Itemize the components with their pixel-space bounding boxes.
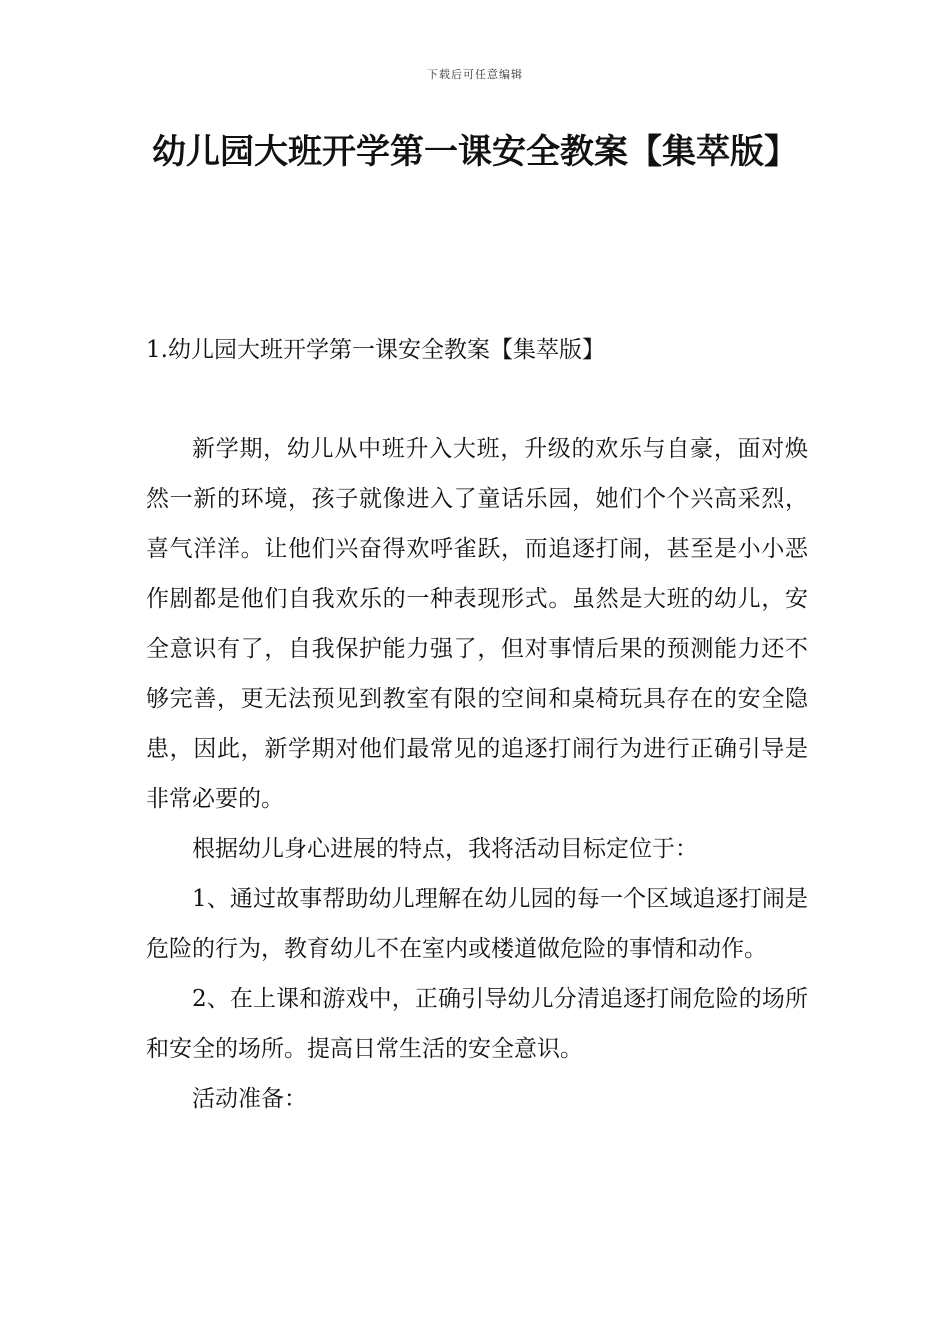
paragraph-goal-2: 2、在上课和游戏中，正确引导幼儿分清追逐打闹危险的场所和安全的场所。提高日常生活的安全意识。 <box>146 986 808 1062</box>
document-title: 幼儿园大班开学第一课安全教案【集萃版】 <box>152 132 798 172</box>
paragraph-goals-intro: 根据幼儿身心进展的特点，我将活动目标定位于： <box>192 836 698 862</box>
paragraph-intro: 新学期，幼儿从中班升入大班，升级的欢乐与自豪，面对焕然一新的环境，孩子就像进入了童话乐园，她们个个兴高采烈，喜气洋洋。让他们兴奋得欢呼雀跃，而追逐打闹，甚至是小小恶作剧都是他们自我欢乐的一种表现形式。虽然是大班的幼儿，安全意识有了，自我保护能力强了，但对事情后果的预测能力还不够完善，更无法预见到教室有限的空间和桌椅玩具存在的安全隐患，因此，新学期对他们最常见的追逐打闹行为进行正确引导是非常必要的。 <box>146 436 808 812</box>
header-note: 下载后可任意编辑 <box>427 68 523 81</box>
paragraph-preparation: 活动准备： <box>192 1086 307 1112</box>
paragraph-goal-1: 1、通过故事帮助幼儿理解在幼儿园的每一个区域追逐打闹是危险的行为，教育幼儿不在室内或楼道做危险的事情和动作。 <box>146 886 808 962</box>
section-heading: 1.幼儿园大班开学第一课安全教案【集萃版】 <box>146 337 605 363</box>
document-body <box>146 424 808 1124</box>
